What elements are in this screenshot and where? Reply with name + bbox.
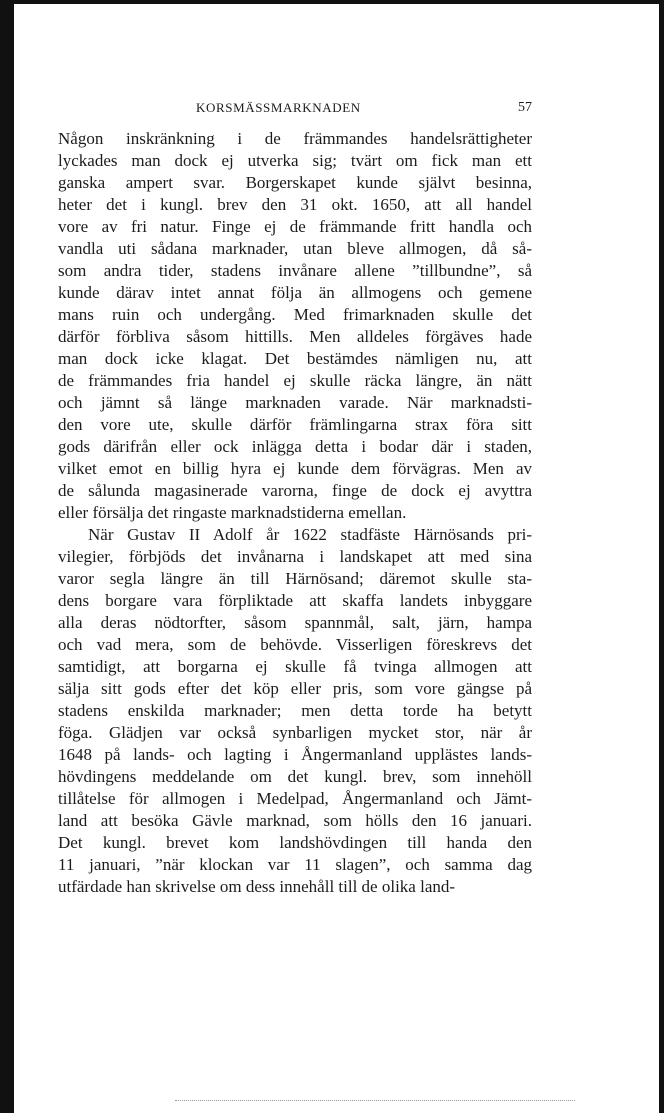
text-line: mans ruin och undergång. Med frimarknaden skulle det: [58, 305, 532, 324]
text-line: Någon inskränkning i de främmandes handelsrättigheter: [58, 129, 532, 148]
text-line: 11 januari, ”när klockan var 11 slagen”, och samma dag: [58, 855, 532, 874]
text-line: dens borgare vara förpliktade att skaffa landets inbyggare: [58, 591, 532, 610]
page-number: 57: [518, 100, 532, 115]
running-title: KORSMÄSSMARKNADEN: [196, 100, 361, 115]
text-line: som andra tider, stadens invånare allene ”tillbundne”, så: [58, 261, 532, 280]
text-line: alla deras nödtorfter, såsom spannmål, salt, järn, hampa: [58, 613, 532, 632]
text-line: de sålunda magasinerade varorna, finge de dock ej avyttra: [58, 481, 532, 500]
scan-border-right: [659, 0, 664, 1113]
text-line: och vad mera, som de behövde. Visserligen föreskrevs det: [58, 635, 532, 654]
text-line: eller försälja det ringaste marknadstiderna emellan.: [58, 503, 407, 522]
paragraph: [58, 524, 532, 898]
text-line: tillåtelse för allmogen i Medelpad, Ångermanland och Jämt-: [58, 789, 532, 808]
paragraph: [58, 128, 532, 524]
text-line: därför förbliva såsom hittills. Men alldeles förgäves hade: [58, 327, 532, 346]
text-line: 1648 på lands- och lagting i Ångermanland upplästes lands-: [58, 745, 532, 764]
scan-border-top: [0, 0, 664, 4]
body-text: [58, 128, 532, 898]
text-line: hövdingens meddelande om det kungl. brev, som innehöll: [58, 767, 532, 786]
bottom-scan-rule: [175, 1100, 575, 1101]
text-line: samtidigt, att borgarna ej skulle få tvinga allmogen att: [58, 657, 532, 676]
text-line: heter det i kungl. brev den 31 okt. 1650, att all handel: [58, 195, 532, 214]
text-line: ganska ampert svar. Borgerskapet kunde självt besinna,: [58, 173, 532, 192]
running-head: [58, 100, 532, 122]
text-line: de främmandes fria handel ej skulle räcka längre, än nätt: [58, 371, 532, 390]
text-line: kunde därav intet annat följa än allmogens och gemene: [58, 283, 532, 302]
text-line: föga. Glädjen var också synbarligen mycket stor, när år: [58, 723, 532, 742]
text-line: vore av fri natur. Finge ej de främmande fritt handla och: [58, 217, 532, 236]
text-line: När Gustav II Adolf år 1622 stadfäste Härnösands pri-: [88, 525, 532, 544]
text-line: vilket emot en billig hyra ej kunde dem förvägras. Men av: [58, 459, 532, 478]
text-line: gods därifrån eller ock inlägga detta i bodar där i staden,: [58, 437, 532, 456]
text-line: sälja sitt gods efter det köp eller pris, som vore gängse på: [58, 679, 532, 698]
scan-border-left: [0, 0, 14, 1113]
text-line: Det kungl. brevet kom landshövdingen till handa den: [58, 833, 532, 852]
text-line: den vore ute, skulle därför främlingarna strax föra sitt: [58, 415, 532, 434]
text-line: man dock icke klagat. Det bestämdes nämligen nu, att: [58, 349, 532, 368]
text-line: stadens enskilda marknader; men detta torde ha betytt: [58, 701, 532, 720]
text-line: lyckades man dock ej utverka sig; tvärt om fick man ett: [58, 151, 532, 170]
text-line: vandla uti sådana marknader, utan bleve allmogen, då så-: [58, 239, 532, 258]
text-line: utfärdade han skrivelse om dess innehåll till de olika land-: [58, 877, 456, 896]
text-line: vilegier, förbjöds det invånarna i landskapet att med sina: [58, 547, 532, 566]
text-line: land att besöka Gävle marknad, som hölls den 16 januari.: [58, 811, 532, 830]
text-line: och jämnt så länge marknaden varade. När marknadsti-: [58, 393, 532, 412]
text-line: varor segla längre än till Härnösand; däremot skulle sta-: [58, 569, 532, 588]
book-page: [58, 100, 532, 898]
